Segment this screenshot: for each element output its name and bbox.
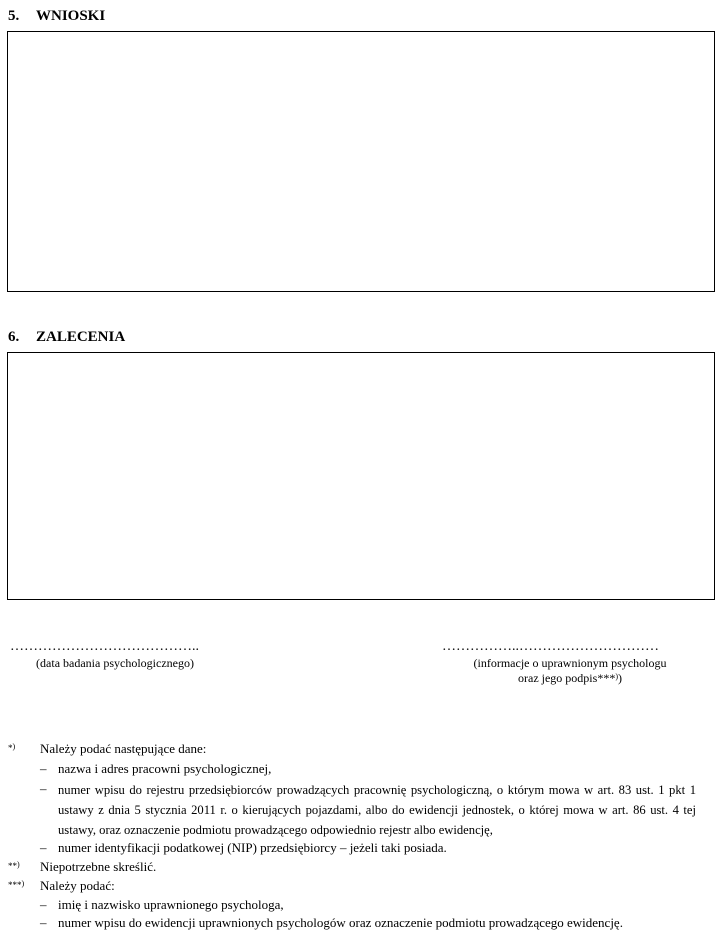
- list-item: numer identyfikacji podatkowej (NIP) przedsiębiorcy – jeżeli taki posiada.: [58, 840, 447, 855]
- footnotes: [0, 740, 720, 934]
- dash: –: [40, 761, 47, 776]
- footnote-heading: Należy podać:: [40, 878, 115, 893]
- footnote-heading: Należy podać następujące dane:: [40, 741, 207, 756]
- section-title: ZALECENIA: [36, 329, 126, 345]
- signature-dotted-line: ……………..…………………………: [442, 639, 659, 654]
- section-6-heading: [8, 329, 308, 349]
- signature-caption-line1: (informacje o uprawnionym psychologu: [473, 656, 667, 670]
- dash: –: [40, 781, 47, 796]
- conclusions-box[interactable]: [7, 31, 715, 292]
- date-dotted-line: …………………………………..: [10, 639, 199, 654]
- footnote-ref: ): [615, 672, 618, 681]
- section-title: WNIOSKI: [36, 8, 106, 24]
- section-number: 5.: [8, 8, 20, 24]
- signature-caption-line2: [445, 671, 695, 686]
- list-item: nazwa i adres pracowni psychologicznej,: [58, 761, 272, 776]
- recommendations-box[interactable]: [7, 352, 715, 600]
- footnote-marker: ***): [8, 879, 25, 890]
- date-caption: (data badania psychologicznego): [36, 656, 194, 670]
- signature-caption: [445, 656, 695, 686]
- list-item: imię i nazwisko uprawnionego psychologa,: [58, 897, 284, 912]
- signature-caption-text: oraz jego podpis***: [518, 671, 616, 685]
- list-item: numer wpisu do rejestru przedsiębiorców prowadzących pracownię psychologiczną, o którym mowa w art. 83 ust. 1 pkt 1 ustawy z dnia 5 stycznia 2011 r. o kierujących pojazdami, albo do ewidencji jednostek, o której mowa w art. 86 ust. 4 tej ustawy, oraz oznaczenie podmiotu prowadzącego odpowiednio rejestr albo ewidencję,: [58, 783, 696, 837]
- section-number: 6.: [8, 329, 20, 345]
- signature-caption-close: ): [617, 671, 622, 685]
- footnote-heading: Niepotrzebne skreślić.: [40, 859, 157, 874]
- footnote-marker: *): [8, 742, 16, 753]
- list-item: numer wpisu do ewidencji uprawnionych psychologów oraz oznaczenie podmiotu prowadzącego ewidencję.: [58, 915, 623, 930]
- footnote-marker: **): [8, 860, 20, 871]
- dash: –: [40, 897, 47, 912]
- section-5-heading: [8, 8, 308, 28]
- dash: –: [40, 840, 47, 855]
- dash: –: [40, 915, 47, 930]
